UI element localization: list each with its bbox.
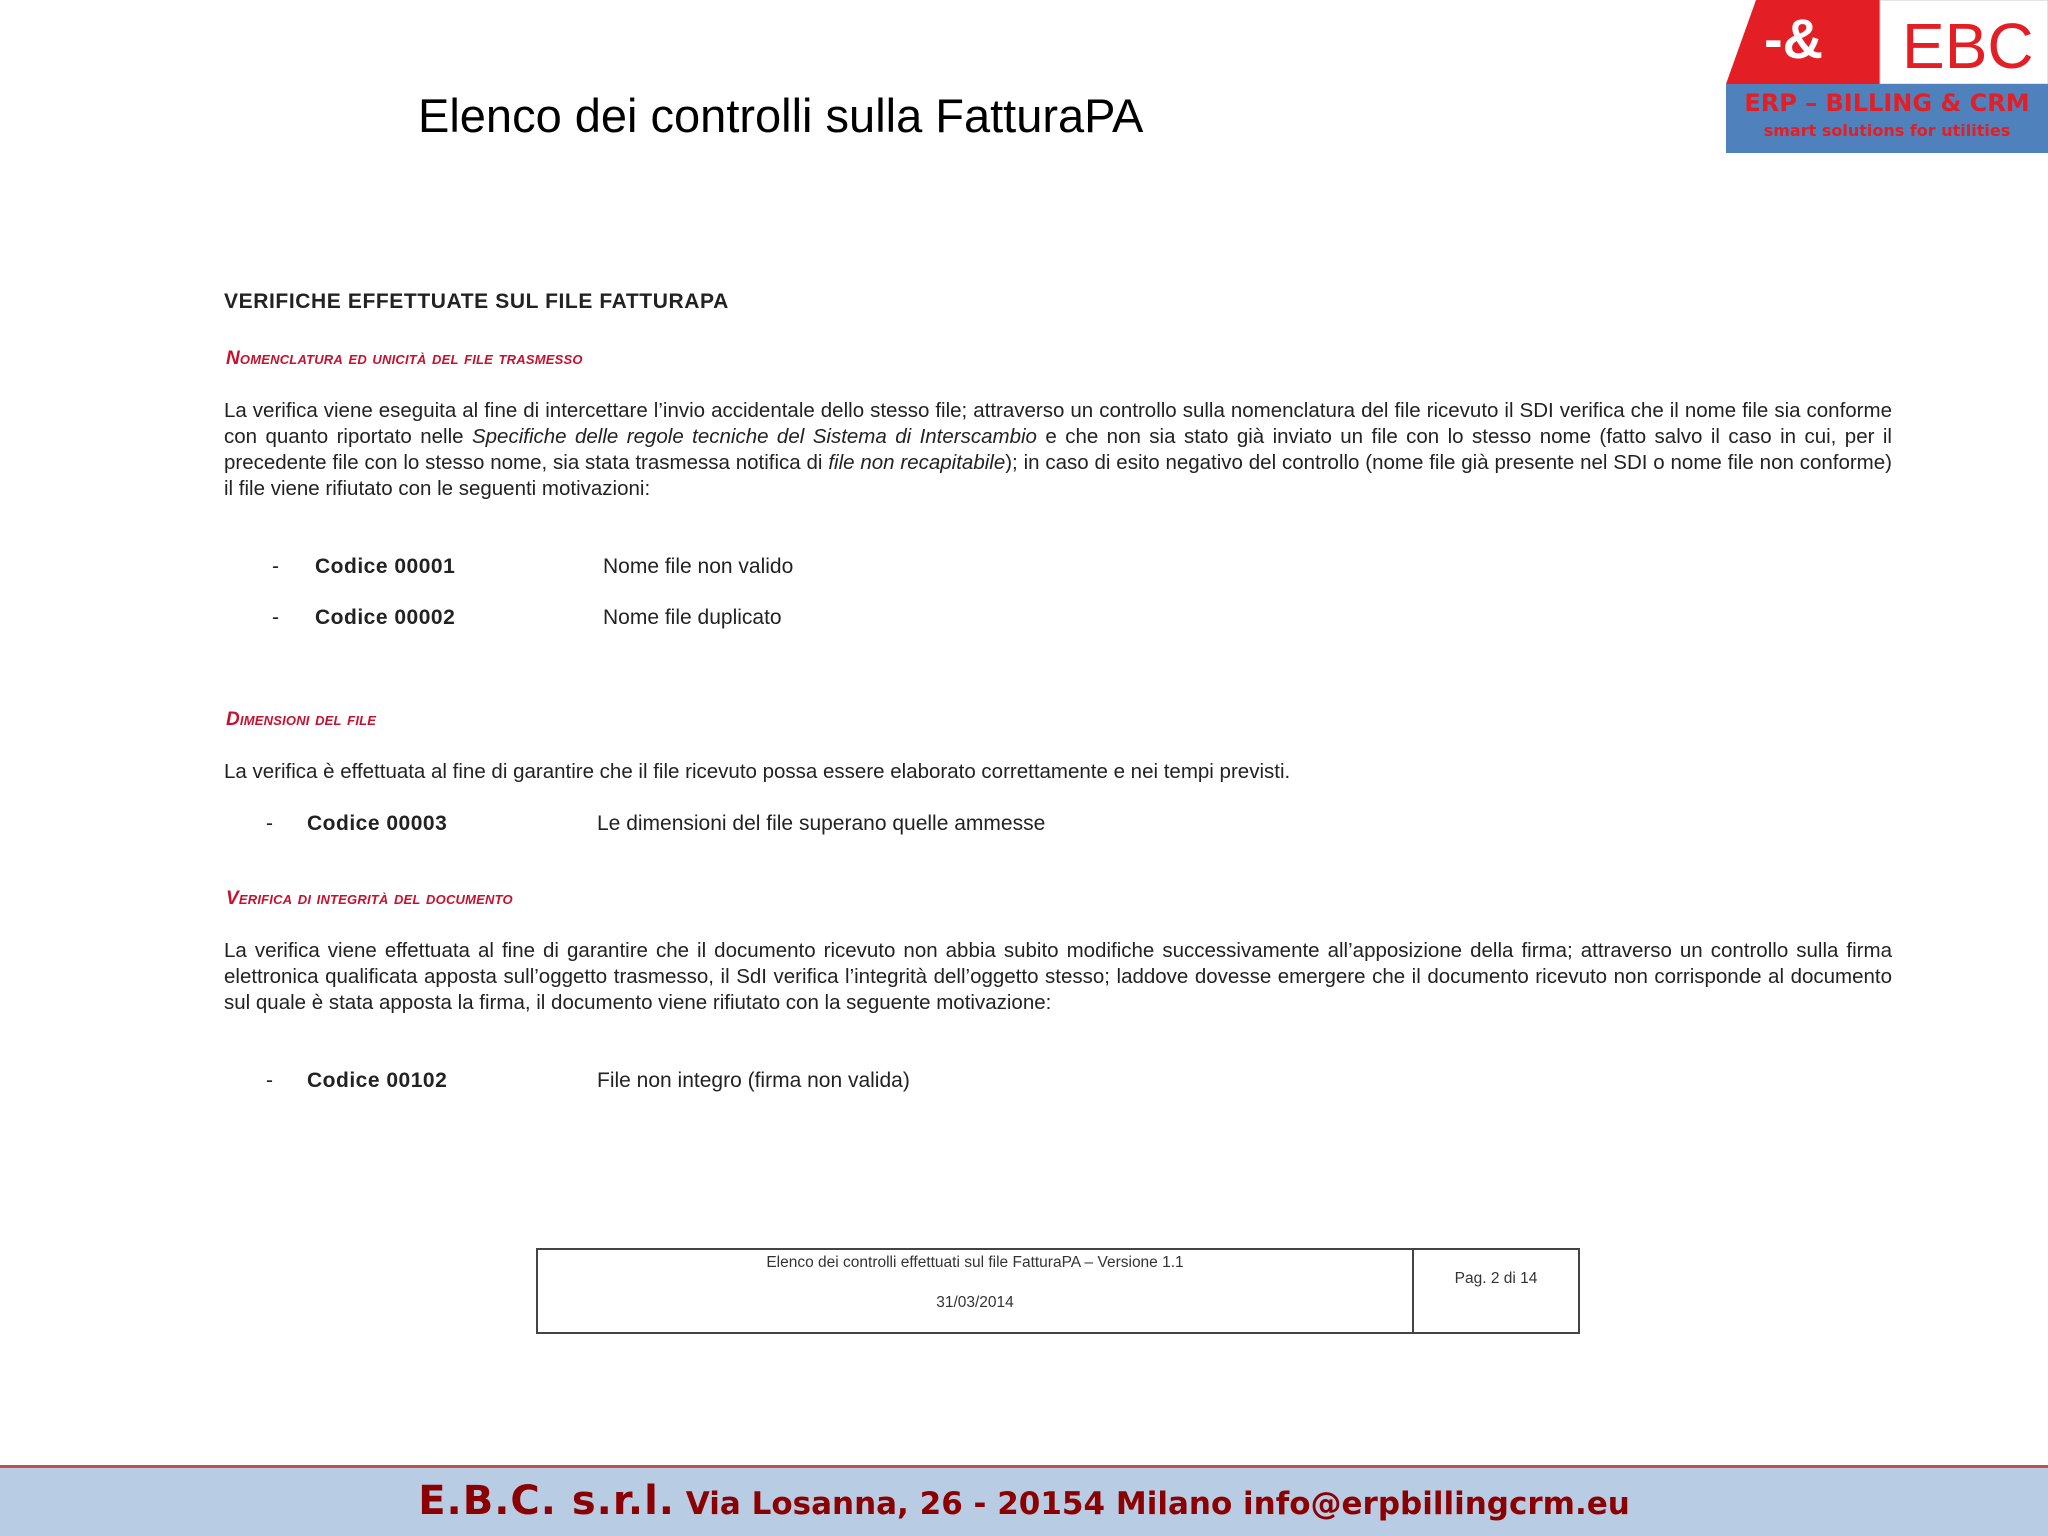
error-code: Codice 00102 [307,1069,448,1092]
error-code: Codice 00001 [315,555,456,578]
logo-mark: -& [1764,7,1824,70]
error-description: Nome file duplicato [603,606,782,629]
document-heading: VERIFICHE EFFETTUATE SUL FILE FATTURAPA [224,290,729,313]
company-footer [0,1465,2048,1536]
section-title-integrita: Verifica di integrità del documento [226,888,513,909]
slide-title: Elenco dei controlli sulla FatturaPA [418,89,1144,142]
company-name: E.B.C. s.r.l. [418,1478,675,1524]
footer-doc-title: Elenco dei controlli effettuati sul file FatturaPA – Versione 1.1 [766,1254,1184,1271]
error-code: Codice 00003 [307,812,448,835]
section-paragraph-integrita: La verifica viene effettuata al fine di garantire che il documento ricevuto non abbia subito modifiche successivamente all’apposizione della firma; attraverso un controllo sulla firma elettronica qualificata apposta sull’oggetto trasmesso, il SdI verifica l’integrità dell’oggetto stesso; laddove dovesse emergere che il documento ricevuto non corrisponde al documento sul quale è stata apposta la firma, il documento viene rifiutato con la seguente motivazione: [224,939,1892,1014]
logo-tagline: ERP – BILLING & CRM [1744,89,2030,117]
error-description: Nome file non valido [603,555,794,578]
document-footer-table [536,1248,1580,1334]
error-code: Codice 00002 [315,606,456,629]
section-title-nomenclatura: Nomenclatura ed unicità del file trasmesso [226,348,583,369]
footer-date: 31/03/2014 [936,1294,1014,1311]
logo-brand: EBC [1902,10,2034,82]
logo-subtagline: smart solutions for utilities [1763,121,2011,140]
section-paragraph-nomenclatura: La verifica viene eseguita al fine di intercettare l’invio accidentale dello stesso file; attraverso un controllo sulla nomenclatura del file ricevuto il SDI verifica che il nome file sia conforme con quanto riportato nelle Specifiche delle regole tecniche del Sistema di Interscambio e che non sia stato già inviato un file con lo stesso nome (fatto salvo il caso in cui, per il precedente file con lo stesso nome, sia stata trasmessa notifica di file non recapitabile); in caso di esito negativo del controllo (nome file già presente nel SDI o nome file non conforme) il file viene rifiutato con le seguenti motivazioni: [224,399,1892,500]
footer-page-number: Pag. 2 di 14 [1454,1270,1538,1287]
error-description: File non integro (firma non valida) [597,1069,910,1092]
company-address: Via Losanna, 26 - 20154 Milano info@erpbillingcrm.eu [675,1486,1630,1522]
ebc-logo [1726,0,2048,153]
section-title-dimensioni: Dimensioni del file [226,709,377,730]
error-description: Le dimensioni del file superano quelle ammesse [597,812,1046,835]
section-paragraph-dimensioni: La verifica è effettuata al fine di garantire che il file ricevuto possa essere elaborato correttamente e nei tempi previsti. [224,760,1291,783]
